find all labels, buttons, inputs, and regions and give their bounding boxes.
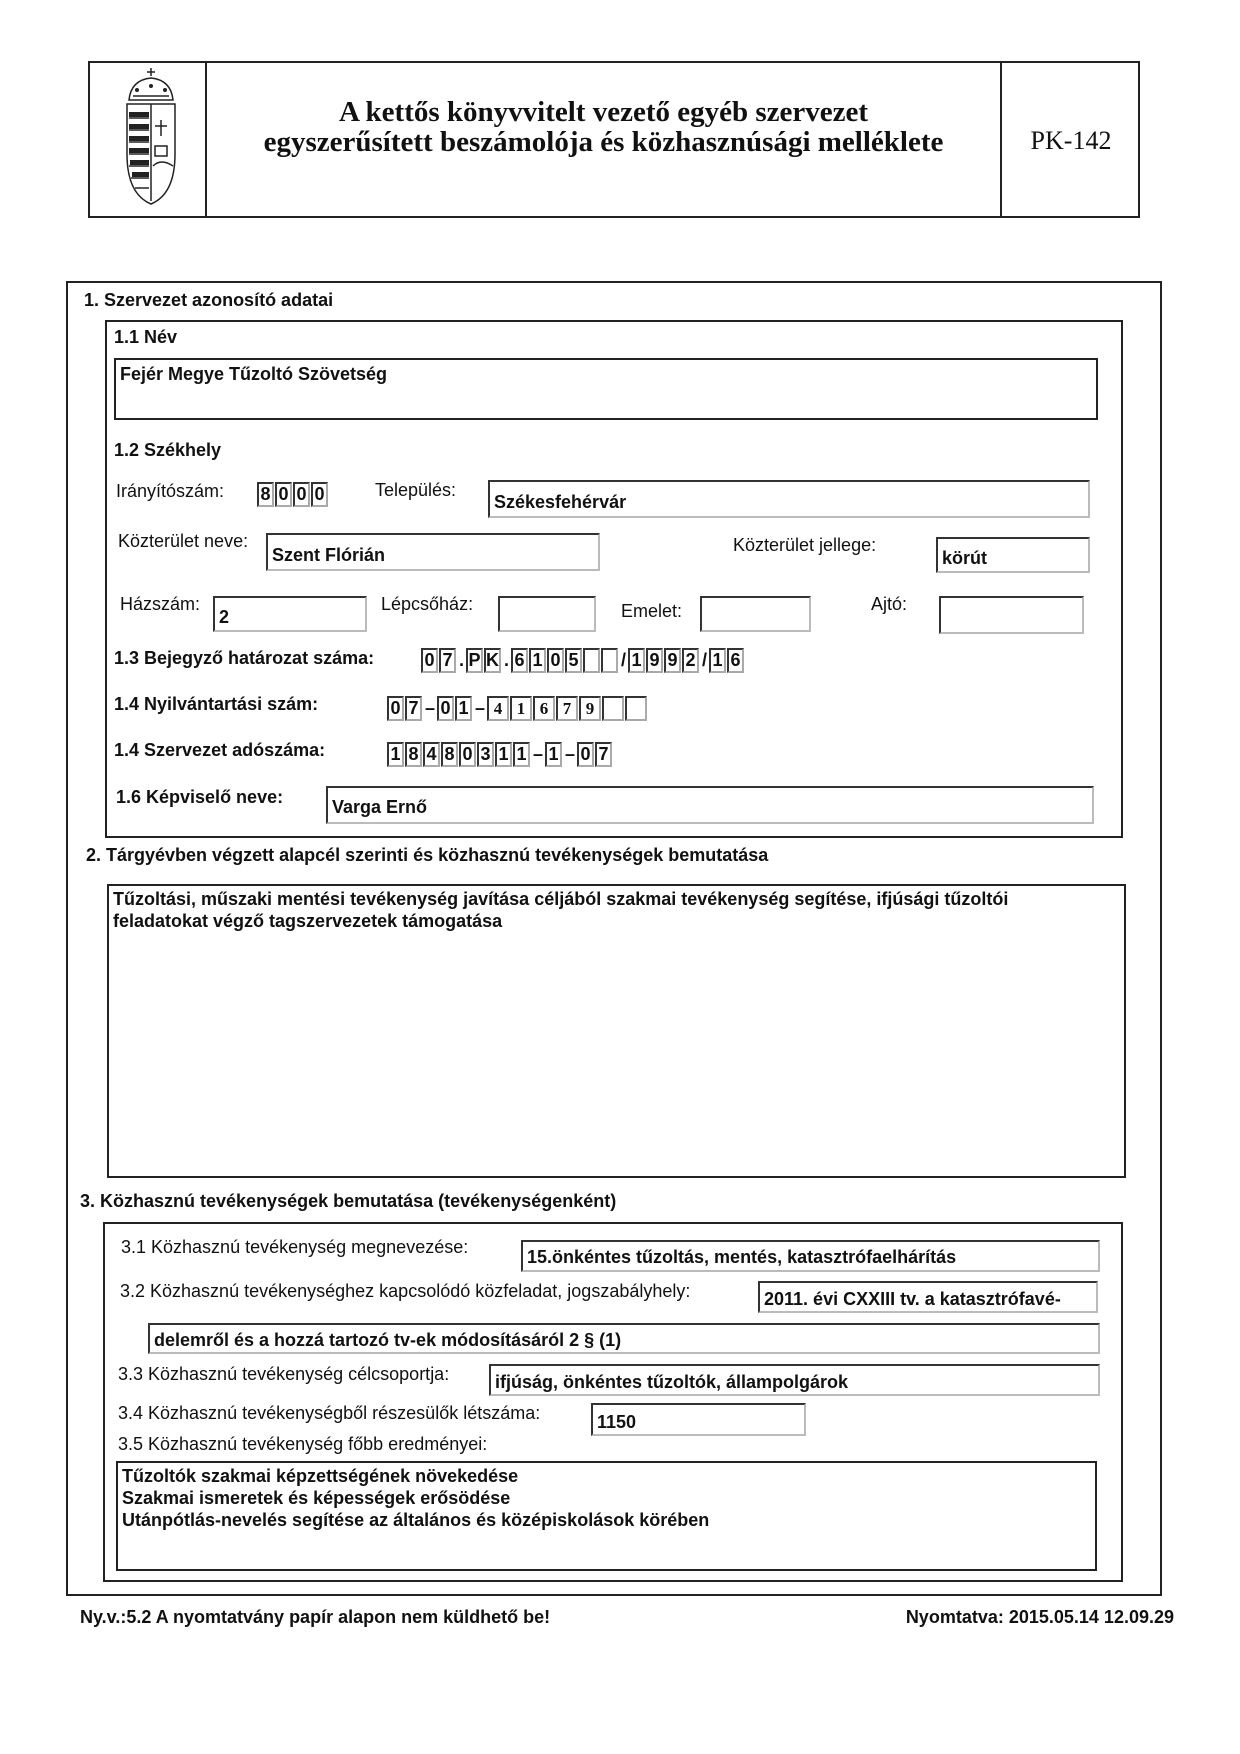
kozfeladat-field-line2[interactable]: delemről és a hozzá tartozó tv-ek módosításáról 2 § (1) [148, 1323, 1100, 1354]
char-cell: 0 [547, 648, 564, 673]
kepviselo-label: 1.6 Képviselő neve: [116, 787, 284, 807]
nyilvantartasi-field[interactable] [387, 696, 648, 721]
telepules-field[interactable]: Székesfehérvár [488, 480, 1090, 518]
char-cell: 1 [628, 648, 645, 673]
form-title-line1: A kettős könyvvitelt vezető egyéb szervezet [338, 96, 869, 128]
separator: . [459, 650, 465, 670]
char-cell: 7 [439, 648, 456, 673]
digit-cell [625, 696, 647, 721]
digit-cell: 1 [387, 742, 404, 767]
separator: – [475, 698, 486, 718]
digit-cell: 7 [405, 696, 422, 721]
telepules-label: Település: [375, 480, 457, 500]
char-cell: 1 [529, 648, 546, 673]
section2-textarea[interactable]: Tűzoltási, műszaki mentési tevékenység javítása céljából szakmai tevékenység segítése, ifjúsági tűzoltói feladatokat végző tagszervezetek támogatása [107, 884, 1126, 1178]
eredmenyek-textarea[interactable]: Tűzoltók szakmai képzettségének növekedése Szakmai ismeretek és képességek erősödése Utánpótlás-nevelés segítése az általános és középiskolások körében [116, 1461, 1097, 1571]
lepcsohaz-field[interactable] [498, 596, 596, 632]
ajto-label: Ajtó: [871, 594, 908, 614]
bejegyzo-field[interactable] [421, 648, 745, 673]
digit-cell: 4 [423, 742, 440, 767]
char-cell: 6 [727, 648, 744, 673]
digit-cell: 0 [387, 696, 404, 721]
megnevezes-label: 3.1 Közhasznú tevékenység megnevezése: [121, 1237, 469, 1257]
print-timestamp: Nyomtatva: 2015.05.14 12.09.29 [905, 1607, 1174, 1627]
separator: – [425, 698, 436, 718]
digit-cell: 1 [510, 696, 532, 721]
kozterulet-neve-field[interactable]: Szent Flórián [266, 533, 600, 571]
iranyitoszam-label: Irányítószám: [116, 481, 225, 501]
digit-cell: 7 [556, 696, 578, 721]
bejegyzo-label: 1.3 Bejegyző határozat száma: [114, 648, 375, 668]
footer-note: Ny.v.:5.2 A nyomtatvány papír alapon nem küldhető be! [80, 1607, 551, 1627]
char-cell: 1 [709, 648, 726, 673]
iranyitoszam-field[interactable] [257, 482, 329, 507]
digit-cell: 0 [577, 742, 594, 767]
digit-cell: 8 [257, 482, 274, 507]
form-code: PK-142 [1030, 126, 1112, 155]
separator: / [702, 650, 708, 670]
digit-cell: 4 [487, 696, 509, 721]
digit-cell: 9 [579, 696, 601, 721]
separator: – [533, 744, 544, 764]
emelet-label: Emelet: [621, 601, 683, 621]
nev-field[interactable]: Fejér Megye Tűzoltó Szövetség [114, 358, 1098, 420]
digit-cell: 0 [311, 482, 328, 507]
emelet-field[interactable] [700, 596, 811, 632]
section2-title: 2. Tárgyévben végzett alapcél szerinti és közhasznú tevékenységek bemutatása [86, 845, 769, 865]
char-cell: 5 [565, 648, 582, 673]
digit-cell: 8 [405, 742, 422, 767]
char-cell: 9 [646, 648, 663, 673]
char-cell: K [484, 648, 501, 673]
kozterulet-jellege-label: Közterület jellege: [733, 535, 877, 555]
separator: – [565, 744, 576, 764]
ajto-field[interactable] [939, 596, 1084, 634]
separator: / [621, 650, 627, 670]
digit-cell: 1 [545, 742, 562, 767]
letszam-field[interactable]: 1150 [591, 1403, 806, 1436]
adoszam-label: 1.4 Szervezet adószáma: [114, 740, 326, 760]
digit-cell: 1 [495, 742, 512, 767]
section3-title: 3. Közhasznú tevékenységek bemutatása (tevékenységenként) [80, 1191, 617, 1211]
coat-of-arms-icon [115, 66, 187, 208]
lepcsohaz-label: Lépcsőház: [381, 594, 474, 614]
char-cell [583, 648, 600, 673]
letszam-label: 3.4 Közhasznú tevékenységből részesülők létszáma: [118, 1403, 541, 1423]
digit-cell [602, 696, 624, 721]
kozterulet-neve-label: Közterület neve: [118, 531, 249, 551]
kozfeladat-label: 3.2 Közhasznú tevékenységhez kapcsolódó közfeladat, jogszabályhely: [120, 1281, 691, 1301]
nev-label: 1.1 Név [114, 327, 178, 347]
char-cell: P [466, 648, 483, 673]
digit-cell: 1 [513, 742, 530, 767]
char-cell [601, 648, 618, 673]
kozterulet-jellege-field[interactable]: körút [936, 537, 1090, 573]
hazszam-field[interactable]: 2 [213, 596, 367, 632]
nyilvantartasi-label: 1.4 Nyilvántartási szám: [114, 694, 319, 714]
digit-cell: 7 [595, 742, 612, 767]
separator: . [504, 650, 510, 670]
digit-cell: 3 [477, 742, 494, 767]
eredmenyek-label: 3.5 Közhasznú tevékenység főbb eredményei: [118, 1434, 488, 1454]
digit-cell: 0 [275, 482, 292, 507]
char-cell: 2 [682, 648, 699, 673]
char-cell: 6 [511, 648, 528, 673]
adoszam-field[interactable] [387, 742, 613, 767]
kepviselo-field[interactable]: Varga Ernő [326, 786, 1094, 824]
digit-cell: 0 [437, 696, 454, 721]
digit-cell: 0 [459, 742, 476, 767]
char-cell: 0 [421, 648, 438, 673]
hazszam-label: Házszám: [120, 594, 201, 614]
digit-cell: 0 [293, 482, 310, 507]
digit-cell: 6 [533, 696, 555, 721]
celcsoport-field[interactable]: ifjúság, önkéntes tűzoltók, állampolgárok [489, 1364, 1100, 1396]
digit-cell: 8 [441, 742, 458, 767]
megnevezes-field[interactable]: 15.önkéntes tűzoltás, mentés, katasztrófaelhárítás [521, 1240, 1100, 1272]
szekhely-label: 1.2 Székhely [114, 440, 222, 460]
kozfeladat-field-line1[interactable]: 2011. évi CXXIII tv. a katasztrófavé- [758, 1281, 1098, 1313]
celcsoport-label: 3.3 Közhasznú tevékenység célcsoportja: [118, 1364, 450, 1384]
char-cell: 9 [664, 648, 681, 673]
digit-cell: 1 [455, 696, 472, 721]
section1-title: 1. Szervezet azonosító adatai [84, 290, 334, 310]
form-title-line2: egyszerűsített beszámolója és közhasznúsági melléklete [263, 126, 944, 158]
